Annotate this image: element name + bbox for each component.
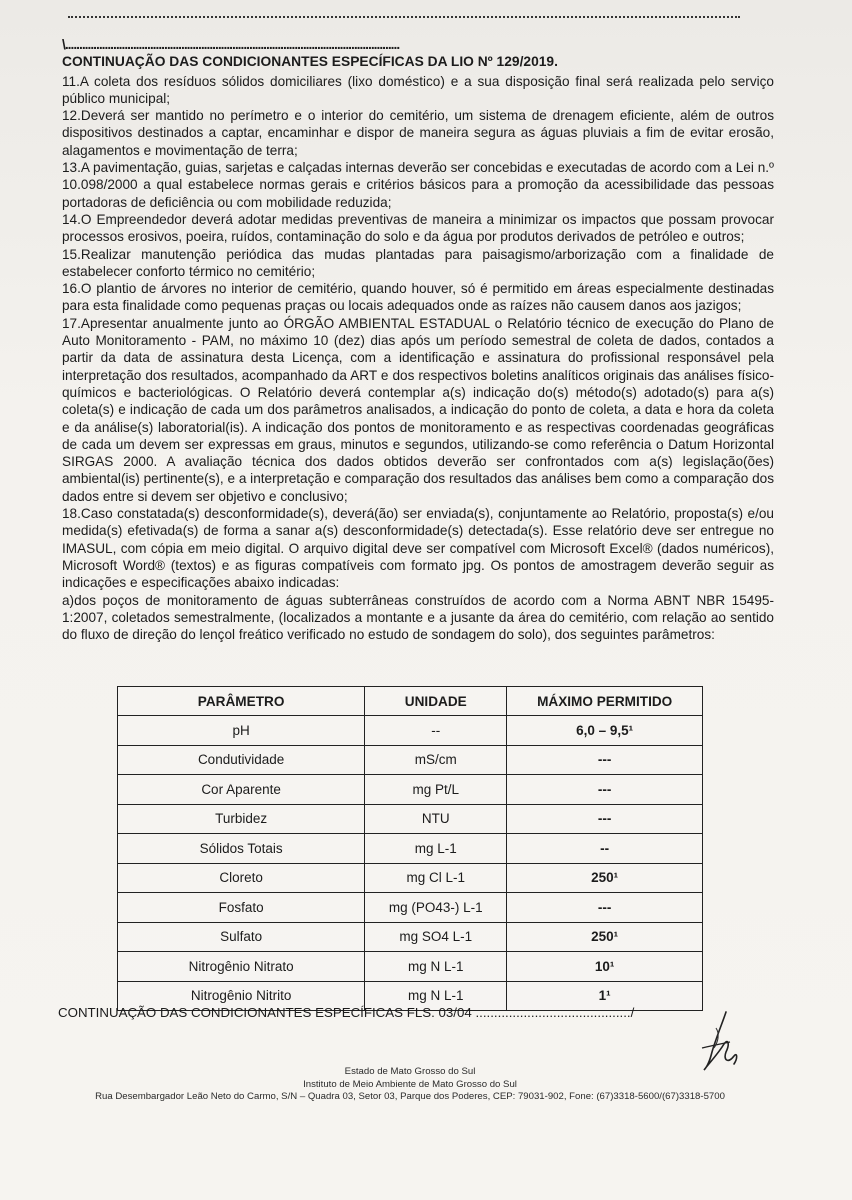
letterhead-institute: Instituto de Meio Ambiente de Mato Grosso do Sul: [303, 1078, 517, 1090]
cell-unit: mg Pt/L: [365, 775, 507, 805]
cell-unit: mg N L-1: [365, 981, 507, 1011]
heading-title: CONTINUAÇÃO DAS CONDICIONANTES ESPECÍFICAS DA LIO Nº 129/2019.: [62, 54, 558, 70]
condition-13: 13.A pavimentação, guias, sarjetas e calçadas internas deverão ser concebidas e executadas de acordo com a Lei n.º 10.098/2000 a qual estabelece normas gerais e critérios básicos para a promoção da acessibilidade das pessoas portadoras de deficiência ou com mobilidade reduzida;: [62, 160, 774, 210]
table-row: [118, 834, 703, 864]
cell-max: 250¹: [507, 922, 703, 952]
cell-parameter: Cloreto: [118, 863, 365, 893]
table-header-row: [118, 687, 703, 716]
condition-17: 17.Apresentar anualmente junto ao ÓRGÃO AMBIENTAL ESTADUAL o Relatório técnico de execução do Plano de Auto Monitoramento - PAM, no máximo 10 (dez) dias após um período semestral de coleta de dados, contados a partir da data de assinatura desta Licença, com a identificação e assinatura do profissional responsável pela interpretação dos resultados, acompanhado da ART e dos respectivos boletins analíticos originais das análises físico-químicos e bacteriológicas. O Relatório deverá contemplar a(s) indicação do(s) método(s) adotado(s) para a(s) coleta(s) e indicação de cada um dos parâmetros analisados, a indicação do ponto de coleta, a data e hora da coleta e da análise(s) laboratorial(is). A indicação dos pontos de monitoramento e as respectivas coordenadas geográficas de cada um devem ser expressas em graus, minutos e segundos, utilizando-se como referência o Datum Horizontal SIRGAS 2000. A avaliação técnica dos dados obtidos deverão ser confrontados com a(s) legislação(ões) ambiental(is) pertinente(s), e a interpretação e comparação dos resultados das análises bem como a comparação dos dados entre si devem ser objetivo e conclusivo;: [62, 315, 774, 504]
table-row: [118, 893, 703, 923]
table-row: [118, 922, 703, 952]
cell-max: 1¹: [507, 981, 703, 1011]
document-body: [62, 36, 774, 643]
letterhead-state: Estado de Mato Grosso do Sul: [344, 1066, 476, 1077]
cell-max: ---: [507, 745, 703, 775]
condition-11: 11.A coleta dos resíduos sólidos domiciliares (lixo doméstico) e a sua disposição final será realizada pelo serviço público municipal;: [62, 73, 774, 106]
cell-max: 6,0 – 9,5¹: [507, 716, 703, 746]
table-row: [118, 745, 703, 775]
parameters-table: [117, 686, 703, 1011]
cell-unit: mg Cl L-1: [365, 863, 507, 893]
cell-unit: mg SO4 L-1: [365, 922, 507, 952]
condition-18a: a)dos poços de monitoramento de águas subterrâneas construídos de acordo com a Norma ABNT NBR 15495-1:2007, coletados semestralmente, (localizados a montante e a jusante da área do cemitério, com relação ao sentido do fluxo de direção do lençol freático verificado no estudo de sondagem do solo), dos seguintes parâmetros:: [62, 592, 774, 643]
cell-parameter: pH: [118, 716, 365, 746]
heading-dotted-lead: \......................................................................................................................: [62, 37, 400, 52]
table-row: [118, 716, 703, 746]
cell-parameter: Turbidez: [118, 804, 365, 834]
cell-unit: mg L-1: [365, 834, 507, 864]
cell-unit: mS/cm: [365, 745, 507, 775]
cell-max: ---: [507, 775, 703, 805]
condition-14: 14.O Empreendedor deverá adotar medidas preventivas de maneira a minimizar os impactos que possam provocar processos erosivos, poeira, ruídos, contaminação do solo e da água por produtos derivados de petróleo e outros;: [62, 211, 774, 245]
cell-parameter: Sulfato: [118, 922, 365, 952]
cell-parameter: Cor Aparente: [118, 775, 365, 805]
cell-parameter: Nitrogênio Nitrito: [118, 981, 365, 1011]
cell-parameter: Sólidos Totais: [118, 834, 365, 864]
cell-max: 10¹: [507, 952, 703, 982]
cell-parameter: Nitrogênio Nitrato: [118, 952, 365, 982]
cell-max: --: [507, 834, 703, 864]
header-parametro: PARÂMETRO: [118, 687, 365, 716]
table-row: [118, 775, 703, 805]
document-heading: [62, 36, 774, 71]
cell-parameter: Condutividade: [118, 745, 365, 775]
cell-max: ---: [507, 804, 703, 834]
cell-max: 250¹: [507, 863, 703, 893]
cell-unit: mg N L-1: [365, 952, 507, 982]
top-dotted-rule: [68, 16, 740, 18]
cell-unit: mg (PO43-) L-1: [365, 893, 507, 923]
table-row: [118, 804, 703, 834]
letterhead: [60, 1066, 760, 1104]
header-unidade: UNIDADE: [365, 687, 507, 716]
continuation-footer: CONTINUAÇÃO DAS CONDICIONANTES ESPECÍFICAS FLS. 03/04 ........................................../: [58, 1005, 635, 1020]
cell-unit: NTU: [365, 804, 507, 834]
table-row: [118, 863, 703, 893]
header-maximo-permitido: MÁXIMO PERMITIDO: [507, 687, 703, 716]
table-row: [118, 952, 703, 982]
cell-parameter: Fosfato: [118, 893, 365, 923]
condition-16: 16.O plantio de árvores no interior de cemitério, quando houver, só é permitido em áreas especialmente destinadas para esta finalidade como pequenas praças ou locais adequados onde as raízes não causem danos aos jazigos;: [62, 281, 774, 314]
condition-15: 15.Realizar manutenção periódica das mudas plantadas para paisagismo/arborização com a finalidade de estabelecer conforto térmico no cemitério;: [62, 246, 774, 279]
condition-18: 18.Caso constatada(s) desconformidade(s), deverá(ão) ser enviada(s), conjuntamente ao Relatório, proposta(s) e/ou medida(s) efetivada(s) de forma a sanar a(s) desconformidade(s) detectada(s). Esse relatório deve ser entregue no IMASUL, com cópia em meio digital. O arquivo digital deve ser compatível com Microsoft Excel® (dados numéricos), Microsoft Word® (textos) e as figuras compatíveis com formato jpg. Os pontos de amostragem deverão seguir as indicações e especificações abaixo indicadas:: [62, 506, 774, 591]
letterhead-address: Rua Desembargador Leão Neto do Carmo, S/N – Quadra 03, Setor 03, Parque dos Poderes, CEP: 79031-902, Fone: (67)3318-5600/(67)3318-5700: [95, 1091, 725, 1103]
condition-12: 12.Deverá ser mantido no perímetro e o interior do cemitério, um sistema de drenagem eficiente, além de outros dispositivos destinados a captar, encaminhar e dispor de maneira segura as águas pluviais a fim de evitar erosão, alagamentos e movimentação de terra;: [62, 108, 774, 158]
cell-max: ---: [507, 893, 703, 923]
cell-unit: --: [365, 716, 507, 746]
